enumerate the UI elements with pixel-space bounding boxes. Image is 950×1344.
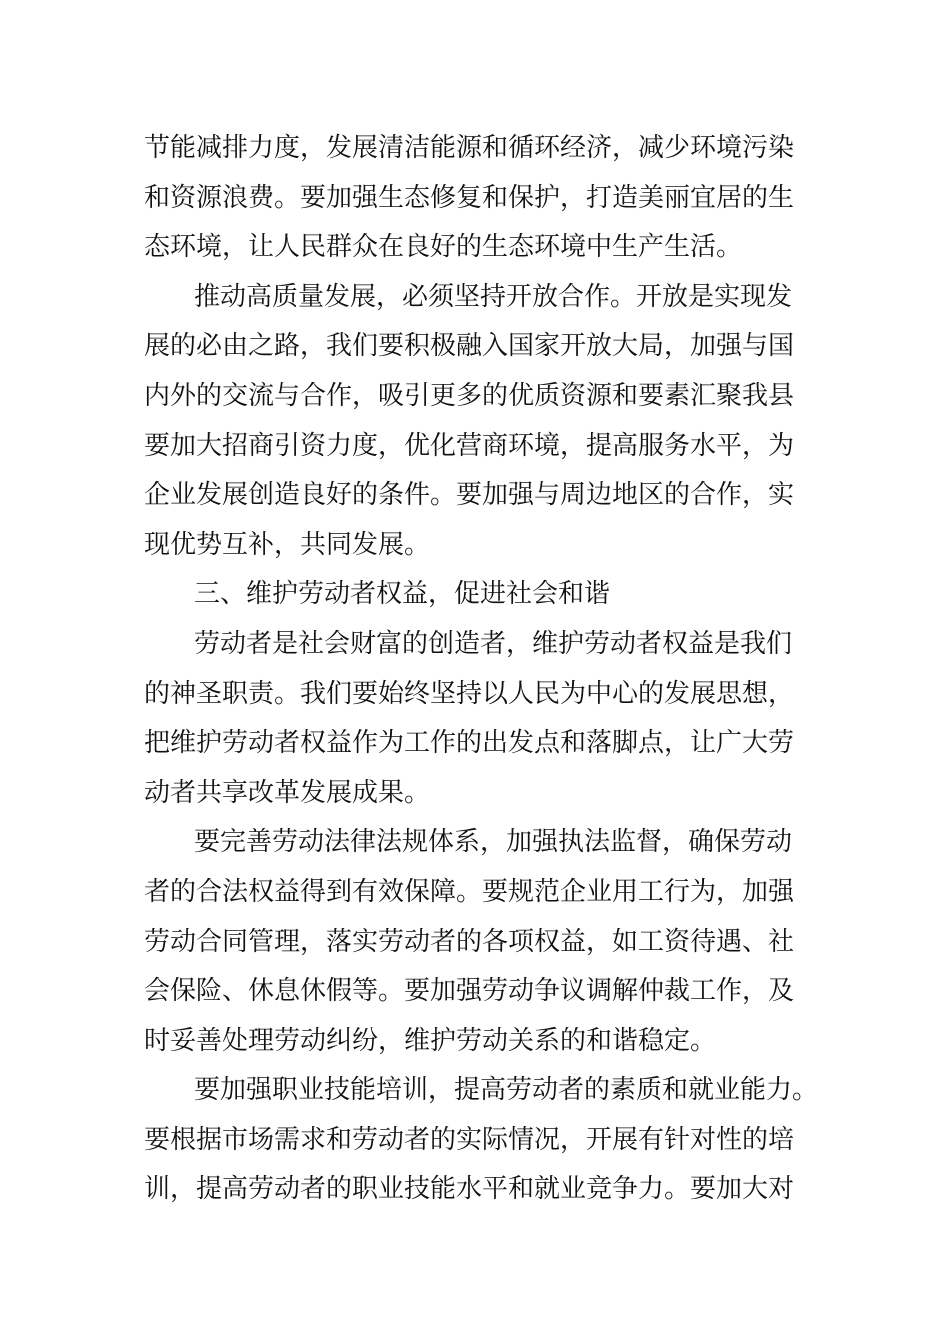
- text-line-19: 时妥善处理劳动纠纷，维护劳动关系的和谐稳定。: [144, 1025, 717, 1056]
- text-line-13: 把维护劳动者权益作为工作的出发点和落脚点，让广大劳: [144, 728, 795, 759]
- text-line-18: 会保险、休息休假等。要加强劳动争议调解仲裁工作，及: [144, 976, 795, 1007]
- text-line-21: 要根据市场需求和劳动者的实际情况，开展有针对性的培: [144, 1124, 795, 1155]
- text-line-4: 推动高质量发展，必须坚持开放合作。开放是实现发: [194, 281, 793, 312]
- document-body: [0, 124, 950, 1215]
- text-line-1: 节能减排力度，发展清洁能源和循环经济，减少环境污染: [144, 133, 795, 163]
- text-line-15: 要完善劳动法律法规体系，加强执法监督，确保劳动: [194, 827, 793, 858]
- text-line-16: 者的合法权益得到有效保障。要规范企业用工行为，加强: [144, 876, 795, 907]
- text-line-22: 训，提高劳动者的职业技能水平和就业竞争力。要加大对: [144, 1174, 795, 1205]
- text-line-7: 要加大招商引资力度，优化营商环境，提高服务水平，为: [144, 430, 795, 461]
- text-line-3: 态环境，让人民群众在良好的生态环境中生产生活。: [144, 232, 743, 263]
- text-line-11: 劳动者是社会财富的创造者，维护劳动者权益是我们: [194, 628, 793, 659]
- text-line-17: 劳动合同管理，落实劳动者的各项权益，如工资待遇、社: [144, 926, 795, 957]
- text-line-14: 动者共享改革发展成果。: [144, 777, 431, 808]
- text-line-20: 要加强职业技能培训，提高劳动者的素质和就业能力。: [194, 1075, 819, 1106]
- section-heading: 三、维护劳动者权益，促进社会和谐: [194, 579, 611, 610]
- text-line-5: 展的必由之路，我们要积极融入国家开放大局，加强与国: [144, 331, 795, 362]
- text-line-9: 现优势互补，共同发展。: [144, 529, 431, 560]
- text-line-2: 和资源浪费。要加强生态修复和保护，打造美丽宜居的生: [144, 182, 795, 213]
- text-line-8: 企业发展创造良好的条件。要加强与周边地区的合作，实: [144, 480, 795, 511]
- text-line-6: 内外的交流与合作，吸引更多的优质资源和要素汇聚我县: [144, 380, 795, 411]
- text-line-12: 的神圣职责。我们要始终坚持以人民为中心的发展思想，: [144, 678, 795, 709]
